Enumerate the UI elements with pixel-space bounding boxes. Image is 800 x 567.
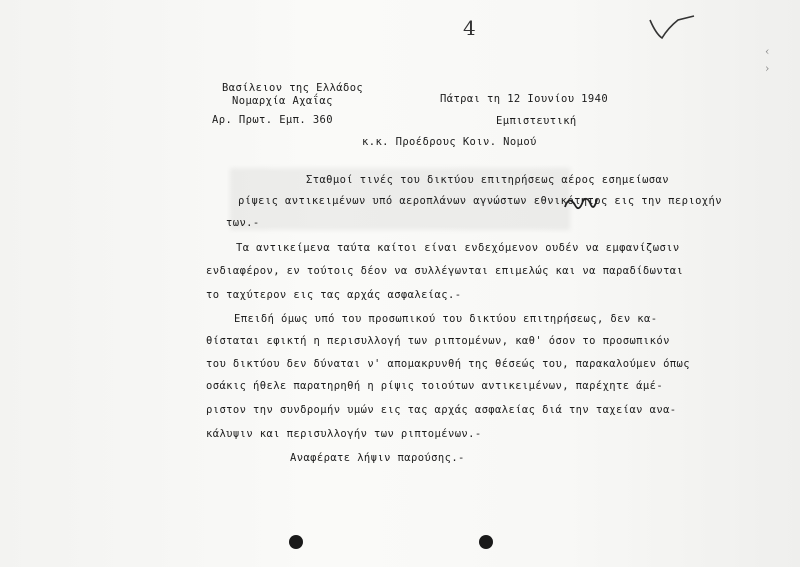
body-line-8: θίσταται εφικτή η περισυλλογή των ριπτομένων, καθ' όσον το προσωπικόν (206, 335, 670, 347)
protocol-number: Αρ. Πρωτ. Εμπ. 360 (212, 114, 333, 126)
document-date: Πάτραι τη 12 Ιουνίου 1940 (440, 93, 609, 105)
page-number: 4 (463, 16, 476, 40)
recipient-line: κ.κ. Προέδρους Κοιν. Νομού (362, 136, 537, 148)
classification-label: Εμπιστευτική (496, 115, 577, 127)
edge-mark: ‹ (765, 45, 770, 58)
body-line-9: του δικτύου δεν δύναται ν' απομακρυνθή της θέσεώς του, παρακαλούμεν όπως (206, 358, 690, 370)
issuer-line-1: Βασίλειον της Ελλάδος (222, 82, 364, 94)
body-line-6: το ταχύτερον εις τας αρχάς ασφαλείας.- (206, 289, 462, 301)
check-mark-icon (648, 14, 698, 42)
body-line-12: κάλυψιν και περισυλλογήν των ριπτομένων.- (206, 428, 482, 440)
body-line-1: Σταθμοί τινές του δικτύου επιτηρήσεως αέρος εσημείωσαν (306, 174, 669, 186)
body-line-4: Τα αντικείμενα ταύτα καίτοι είναι ενδεχόμενον ουδέν να εμφανίζωσιν (236, 242, 680, 254)
punch-hole-left (289, 535, 303, 549)
body-line-2: ρίψεις αντικειμένων υπό αεροπλάνων αγνώστων εθνικότητος εις την περιοχήν (238, 195, 722, 207)
punch-hole-right (479, 535, 493, 549)
body-line-3: των.- (226, 217, 260, 229)
edge-mark-2: › (765, 62, 770, 75)
body-line-10: οσάκις ήθελε παρατηρηθή η ρίψις τοιούτων αντικειμένων, παρέχητε άμέ- (206, 380, 664, 392)
body-line-13: Αναφέρατε λήψιν παρούσης.- (290, 452, 465, 464)
body-line-11: ριστον την συνδρομήν υμών εις τας αρχάς ασφαλείας διά την ταχείαν ανα- (206, 404, 677, 416)
handwritten-correction-icon (563, 193, 599, 215)
issuer-line-2: Νομαρχία Αχαΐας (232, 95, 333, 107)
body-line-7: Επειδή όμως υπό του προσωπικού του δικτύου επιτηρήσεως, δεν κα- (234, 313, 658, 325)
body-line-5: ενδιαφέρον, εν τούτοις δέον να συλλέγωνται επιμελώς και να παραδίδωνται (206, 265, 684, 277)
